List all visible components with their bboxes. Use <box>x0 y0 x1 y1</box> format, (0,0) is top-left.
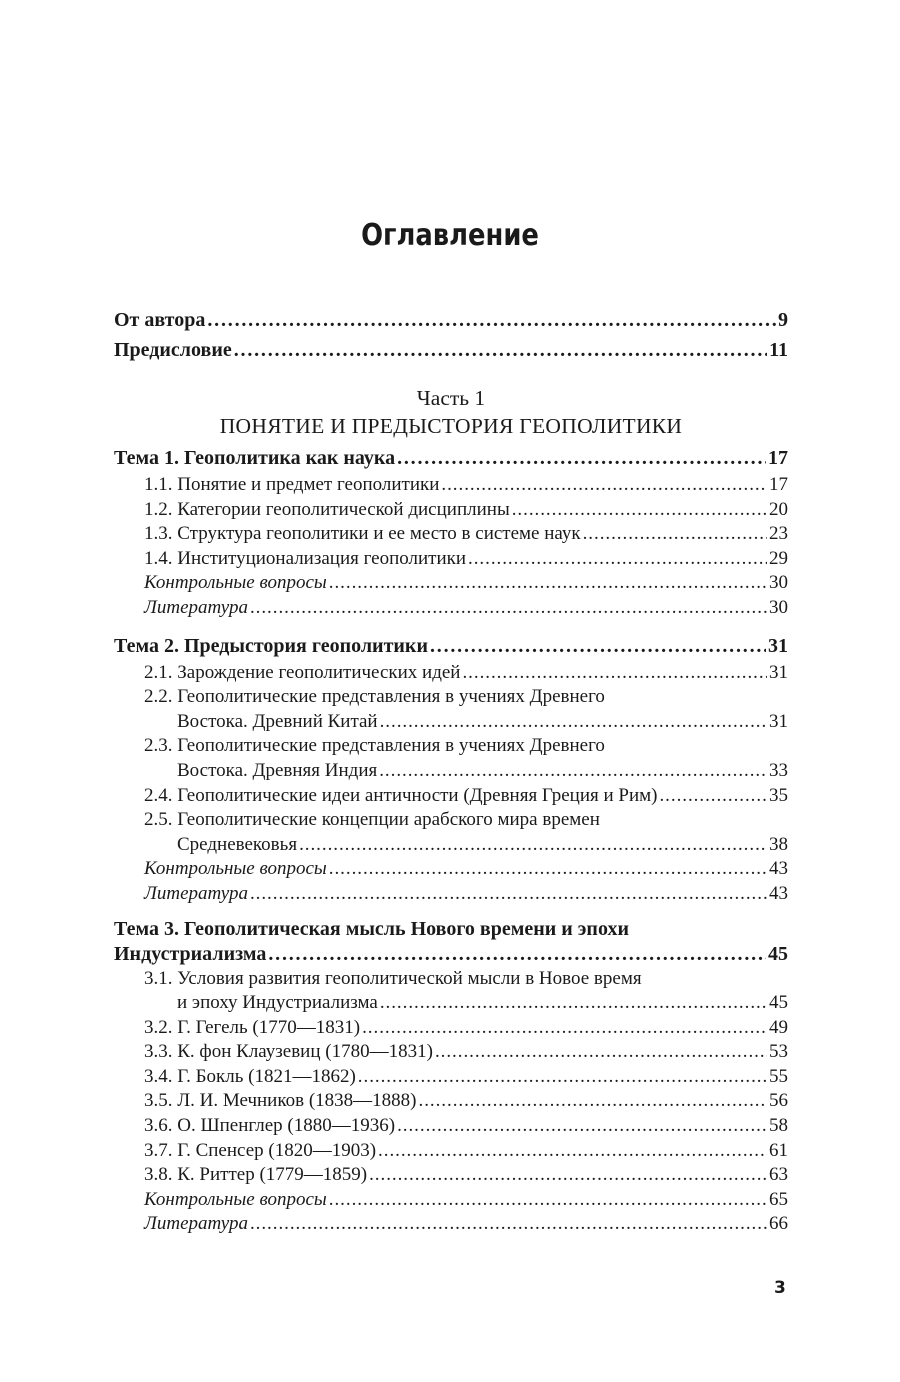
entry-page: 9 <box>778 309 788 331</box>
dot-leader <box>430 631 766 661</box>
table-of-contents <box>114 305 788 1237</box>
entry-title: Контрольные вопросы <box>144 858 327 880</box>
dot-leader <box>369 1163 767 1188</box>
entry-title: Тема 2. Предыстория геополитики <box>114 634 428 657</box>
entry-page: 43 <box>769 882 788 904</box>
dot-leader <box>397 1114 767 1139</box>
dot-leader <box>397 443 766 473</box>
dot-leader <box>358 1065 767 1090</box>
dot-leader <box>250 596 767 621</box>
entry-title: От автора <box>114 309 206 331</box>
dot-leader <box>329 1188 767 1213</box>
toc-subentry[interactable] <box>114 1065 788 1090</box>
toc-subentry[interactable] <box>114 1016 788 1041</box>
entry-title: 1.3. Структура геополитики и ее место в системе наук <box>144 523 581 545</box>
toc-questions[interactable] <box>114 1188 788 1213</box>
entry-title: Контрольные вопросы <box>144 572 327 594</box>
entry-title: 1.1. Понятие и предмет геополитики <box>144 474 440 495</box>
dot-leader <box>329 571 767 596</box>
entry-title: Востока. Древний Китай <box>177 710 378 732</box>
dot-leader <box>380 991 767 1016</box>
dot-leader <box>435 1040 767 1065</box>
toc-subentry[interactable] <box>114 833 788 858</box>
toc-subentry[interactable] <box>114 547 788 572</box>
entry-title: Литература <box>144 1213 248 1235</box>
toc-subentry[interactable] <box>114 498 788 523</box>
toc-subentry[interactable] <box>114 1163 788 1188</box>
entry-title: 3.7. Г. Спенсер (1820—1903) <box>144 1139 377 1161</box>
entry-title: и эпоху Индустриализма <box>177 992 378 1014</box>
entry-title: 3.5. Л. И. Мечников (1838—1888) <box>144 1090 417 1112</box>
entry-title: 2.4. Геополитические идеи античности (Древняя Греция и Рим) <box>144 784 658 806</box>
toc-entry-preface[interactable] <box>114 335 788 365</box>
toc-subentry[interactable] <box>114 1114 788 1139</box>
toc-subentry[interactable] <box>114 1040 788 1065</box>
dot-leader <box>462 661 767 686</box>
entry-title: Контрольные вопросы <box>144 1188 327 1210</box>
entry-page: 43 <box>769 858 788 880</box>
toc-literature[interactable] <box>114 882 788 907</box>
dot-leader <box>268 942 766 967</box>
entry-title: 1.2. Категории геополитической дисциплины <box>144 498 510 520</box>
entry-title: Востока. Древняя Индия <box>177 759 378 781</box>
entry-title: 3.3. К. фон Клаузевиц (1780—1831) <box>144 1041 433 1063</box>
toc-questions[interactable] <box>114 571 788 596</box>
entry-page: 65 <box>769 1188 788 1210</box>
toc-subentry-line1: 2.5. Геополитические концепции арабского мира времен <box>144 809 600 831</box>
entry-title: Литература <box>144 882 248 904</box>
dot-leader <box>583 522 767 547</box>
entry-page: 29 <box>769 547 788 569</box>
entry-page: 33 <box>769 759 788 781</box>
toc-subentry-line1: 2.2. Геополитические представления в учениях Древнего <box>144 686 605 708</box>
entry-title: 3.2. Г. Гегель (1770—1831) <box>144 1016 361 1038</box>
toc-subentry[interactable] <box>114 661 788 686</box>
part-name: ПОНЯТИЕ И ПРЕДЫСТОРИЯ ГЕОПОЛИТИКИ <box>219 414 683 438</box>
toc-topic-3[interactable] <box>114 942 788 967</box>
dot-leader <box>419 1089 768 1114</box>
entry-title: Средневековья <box>177 833 298 855</box>
dot-leader <box>380 710 767 735</box>
entry-page: 31 <box>768 634 788 657</box>
toc-subentry[interactable] <box>114 1089 788 1114</box>
entry-page: 20 <box>769 498 788 520</box>
dot-leader <box>234 335 767 365</box>
toc-topic-2[interactable] <box>114 631 788 661</box>
dot-leader <box>379 759 767 784</box>
entry-title: 2.1. Зарождение геополитических идей <box>144 661 461 683</box>
toc-subentry-line1: 3.1. Условия развития геополитической мысли в Новое время <box>144 967 642 989</box>
toc-entry-author[interactable] <box>114 305 788 335</box>
entry-page: 30 <box>769 572 788 594</box>
dot-leader <box>378 1139 767 1164</box>
entry-page: 55 <box>769 1065 788 1087</box>
dot-leader <box>207 305 776 335</box>
toc-subentry[interactable] <box>114 784 788 809</box>
entry-title: Тема 1. Геополитика как наука <box>114 447 396 469</box>
toc-topic-3-line1: Тема 3. Геополитическая мысль Нового времени и эпохи <box>114 917 629 940</box>
dot-leader <box>468 547 767 572</box>
entry-page: 56 <box>769 1090 788 1112</box>
toc-questions[interactable] <box>114 857 788 882</box>
entry-page: 53 <box>769 1041 788 1063</box>
dot-leader <box>250 1212 767 1237</box>
toc-subentry-line1: 2.3. Геополитические представления в учениях Древнего <box>144 735 605 757</box>
toc-subentry[interactable] <box>114 1139 788 1164</box>
entry-title: Литература <box>144 596 248 618</box>
entry-page: 11 <box>769 339 788 361</box>
dot-leader <box>659 784 767 809</box>
entry-page: 31 <box>769 661 788 683</box>
entry-page: 45 <box>769 992 788 1014</box>
entry-title: 1.4. Институционализация геополитики <box>144 547 467 569</box>
entry-page: 63 <box>769 1164 788 1186</box>
page-title: Оглавление <box>361 218 539 253</box>
dot-leader <box>512 498 767 523</box>
entry-title: 3.8. К. Риттер (1779—1859) <box>144 1164 368 1186</box>
entry-title: Индустриализма <box>114 942 267 965</box>
dot-leader <box>329 857 767 882</box>
entry-page: 38 <box>769 833 788 855</box>
toc-subentry[interactable] <box>114 759 788 784</box>
toc-topic-1[interactable] <box>114 443 788 473</box>
entry-page: 17 <box>769 474 788 495</box>
entry-page: 35 <box>769 784 788 806</box>
entry-page: 31 <box>769 710 788 732</box>
entry-page: 45 <box>768 942 788 965</box>
dot-leader <box>250 882 767 907</box>
entry-page: 61 <box>769 1139 788 1161</box>
entry-title: 3.4. Г. Бокль (1821—1862) <box>144 1065 356 1087</box>
toc-subentry[interactable] <box>114 991 788 1016</box>
entry-page: 17 <box>768 447 788 469</box>
entry-page: 49 <box>769 1016 788 1038</box>
toc-literature[interactable] <box>114 596 788 621</box>
dot-leader <box>362 1016 767 1041</box>
entry-page: 66 <box>769 1213 788 1235</box>
toc-subentry[interactable] <box>114 710 788 735</box>
entry-page: 58 <box>769 1115 788 1137</box>
entry-title: 3.6. О. Шпенглер (1880—1936) <box>144 1115 396 1137</box>
entry-page: 30 <box>769 596 788 618</box>
part-label: Часть 1 <box>416 386 486 410</box>
entry-page: 23 <box>769 523 788 545</box>
toc-subentry[interactable] <box>114 473 788 498</box>
entry-title: Предисловие <box>114 339 232 361</box>
dot-leader <box>299 833 767 858</box>
dot-leader <box>441 473 767 498</box>
toc-subentry[interactable] <box>114 522 788 547</box>
page-number: 3 <box>774 1278 786 1298</box>
toc-literature[interactable] <box>114 1212 788 1237</box>
